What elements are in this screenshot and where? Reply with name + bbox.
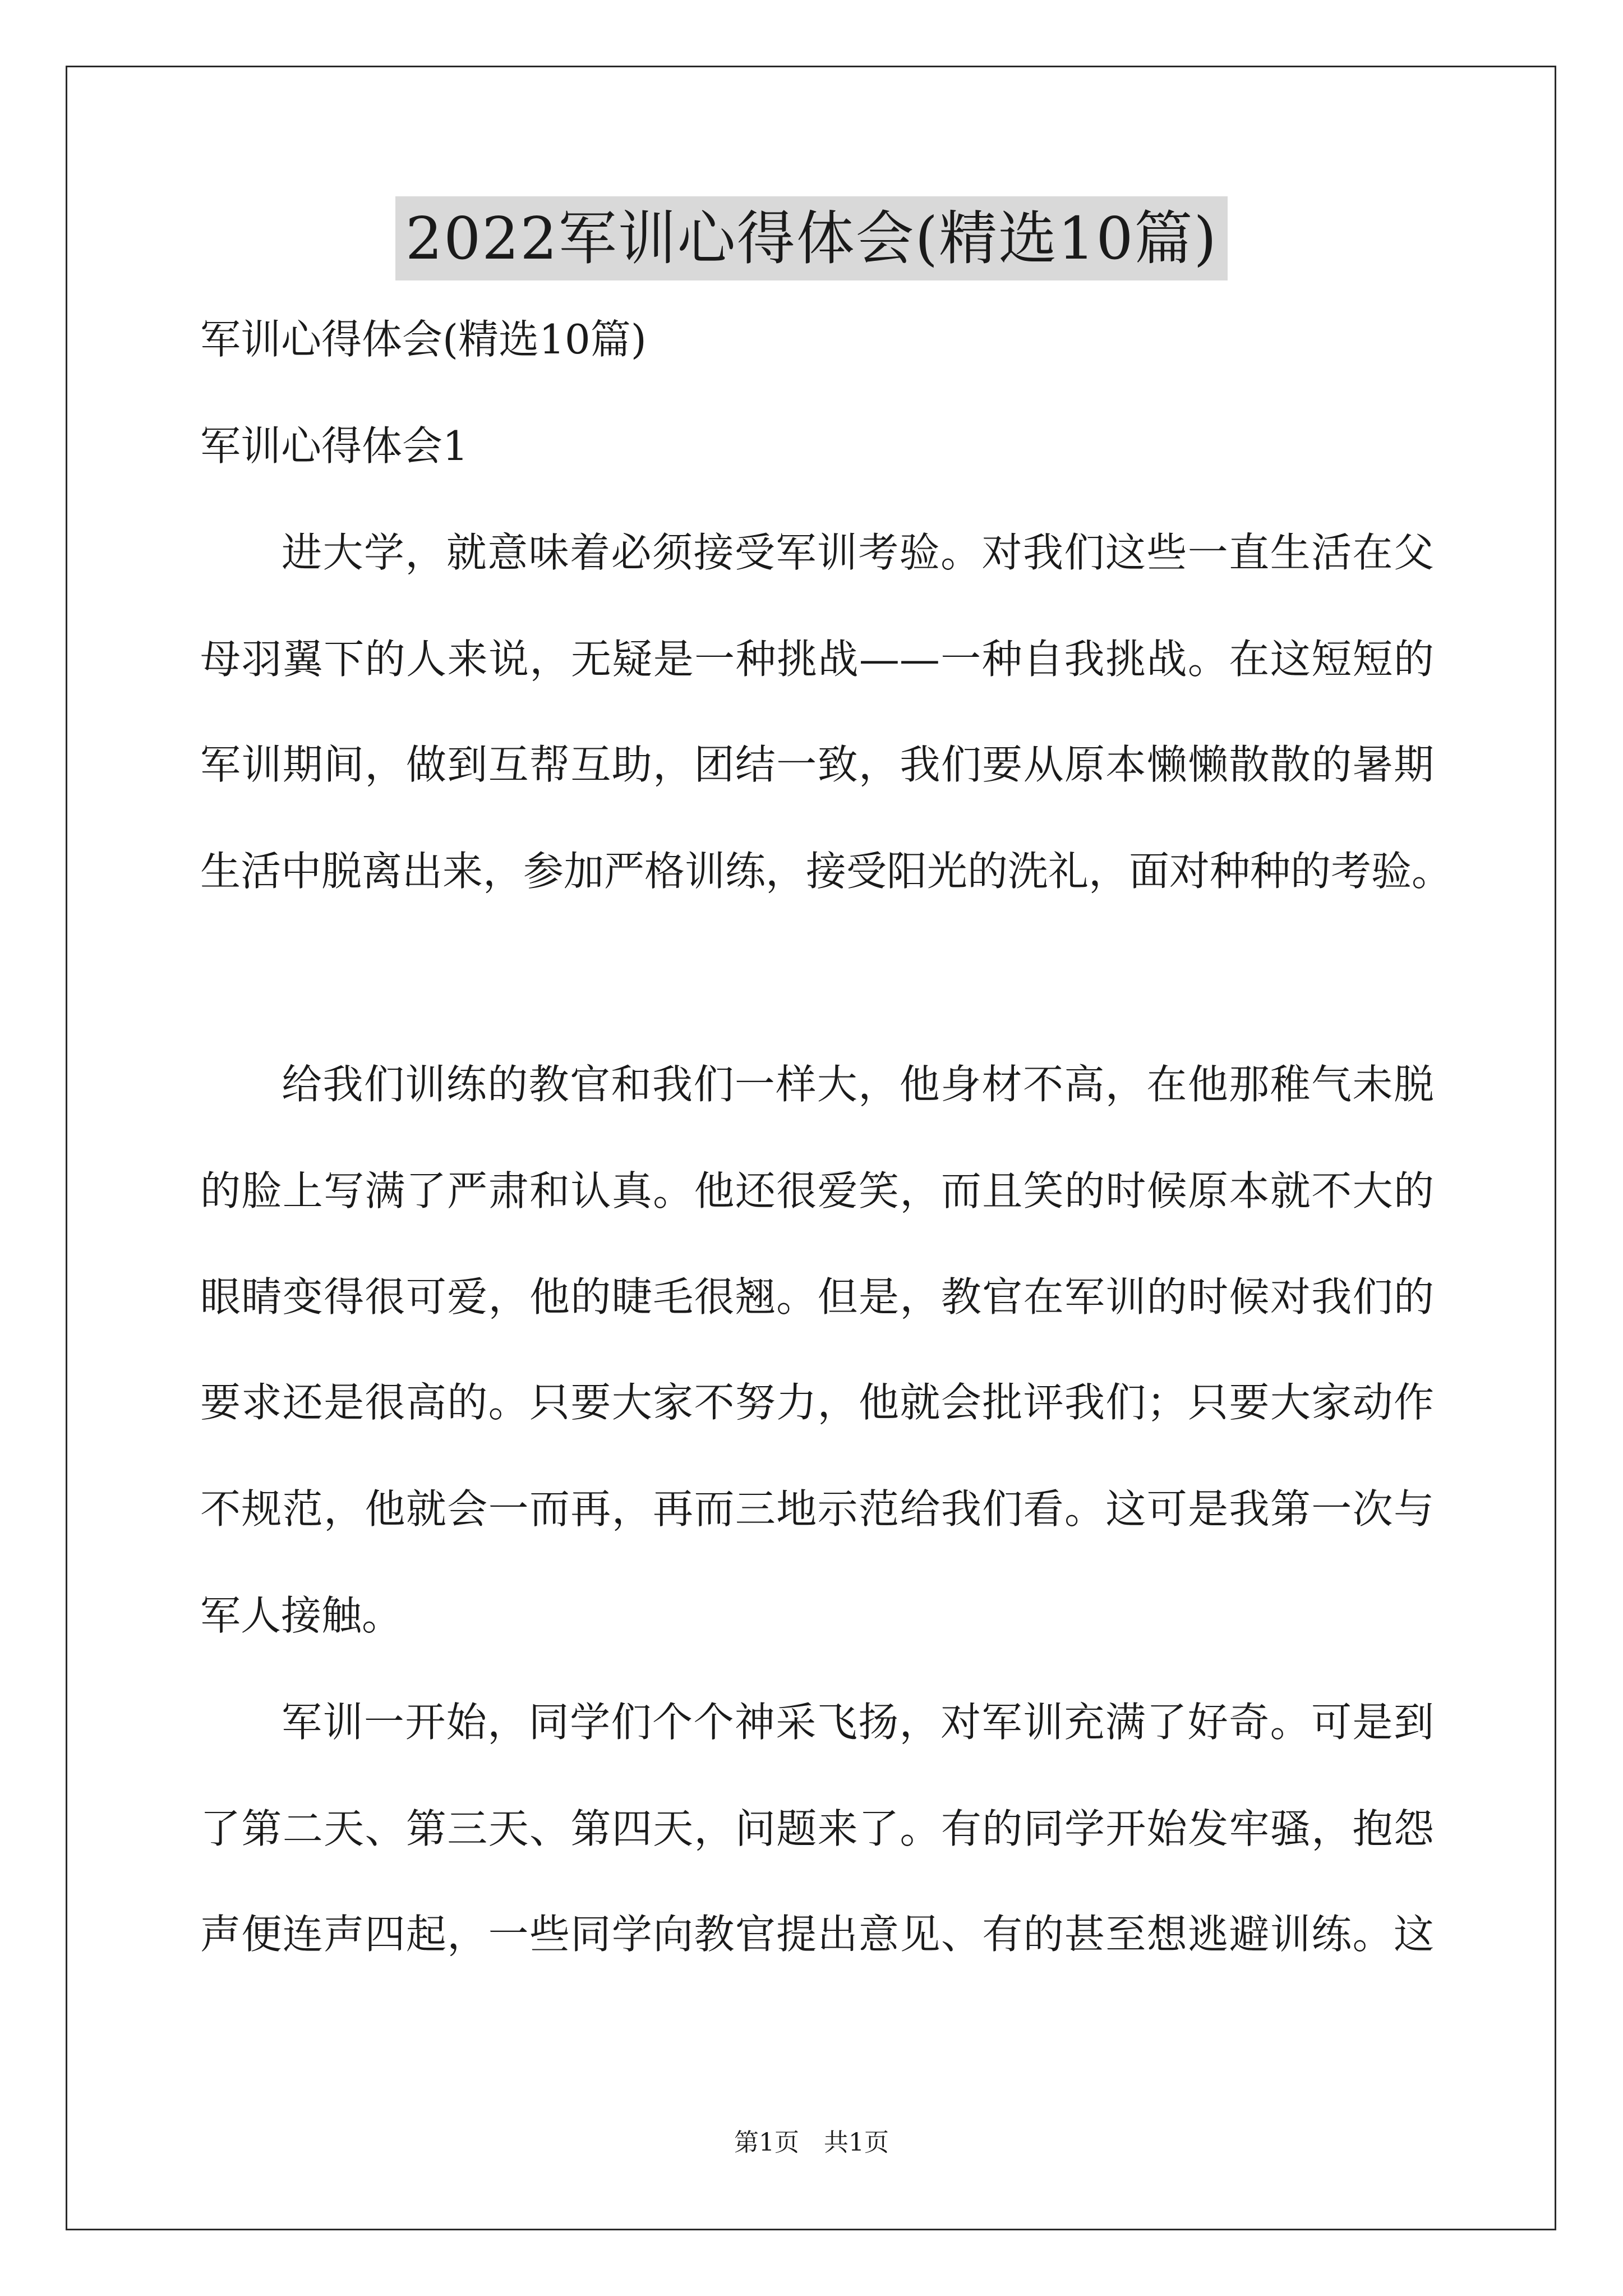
- paragraph-1-line-4: 生活中脱离出来，参加严格训练，接受阳光的洗礼，面对种种的考验。: [200, 848, 1453, 895]
- paragraph-3-line-2: 了第二天、第三天、第四天，问题来了。有的同学开始发牢骚，抱怨: [200, 1805, 1434, 1852]
- title-container: [0, 196, 1623, 280]
- paragraph-2-line-5: 不规范，他就会一而再，再而三地示范给我们看。这可是我第一次与: [200, 1485, 1434, 1533]
- section-heading: 军训心得体会1: [200, 422, 468, 470]
- paragraph-1-line-1: 进大学，就意味着必须接受军训考验。对我们这些一直生活在父: [282, 529, 1434, 576]
- paragraph-1-line-3: 军训期间，做到互帮互助，团结一致，我们要从原本懒懒散散的暑期: [200, 741, 1434, 788]
- page-footer: 第1页 共1页: [734, 2128, 889, 2157]
- paragraph-2-line-1: 给我们训练的教官和我们一样大，他身材不高，在他那稚气未脱: [282, 1061, 1434, 1108]
- paragraph-2-line-4: 要求还是很高的。只要大家不努力，他就会批评我们；只要大家动作: [200, 1379, 1434, 1426]
- document-title: 2022军训心得体会(精选10篇): [395, 196, 1228, 280]
- document-subtitle: 军训心得体会(精选10篇): [200, 316, 647, 363]
- paragraph-3-line-3: 声便连声四起，一些同学向教官提出意见、有的甚至想逃避训练。这: [200, 1911, 1434, 1958]
- paragraph-2-line-3: 眼睛变得很可爱，他的睫毛很翘。但是，教官在军训的时候对我们的: [200, 1273, 1434, 1320]
- paragraph-2-line-2: 的脸上写满了严肃和认真。他还很爱笑，而且笑的时候原本就不大的: [200, 1167, 1434, 1214]
- paragraph-3-line-1: 军训一开始，同学们个个神采飞扬，对军训充满了好奇。可是到: [282, 1699, 1434, 1746]
- paragraph-2-line-6: 军人接触。: [200, 1592, 403, 1639]
- paragraph-1-line-2: 母羽翼下的人来说，无疑是一种挑战——一种自我挑战。在这短短的: [200, 636, 1434, 683]
